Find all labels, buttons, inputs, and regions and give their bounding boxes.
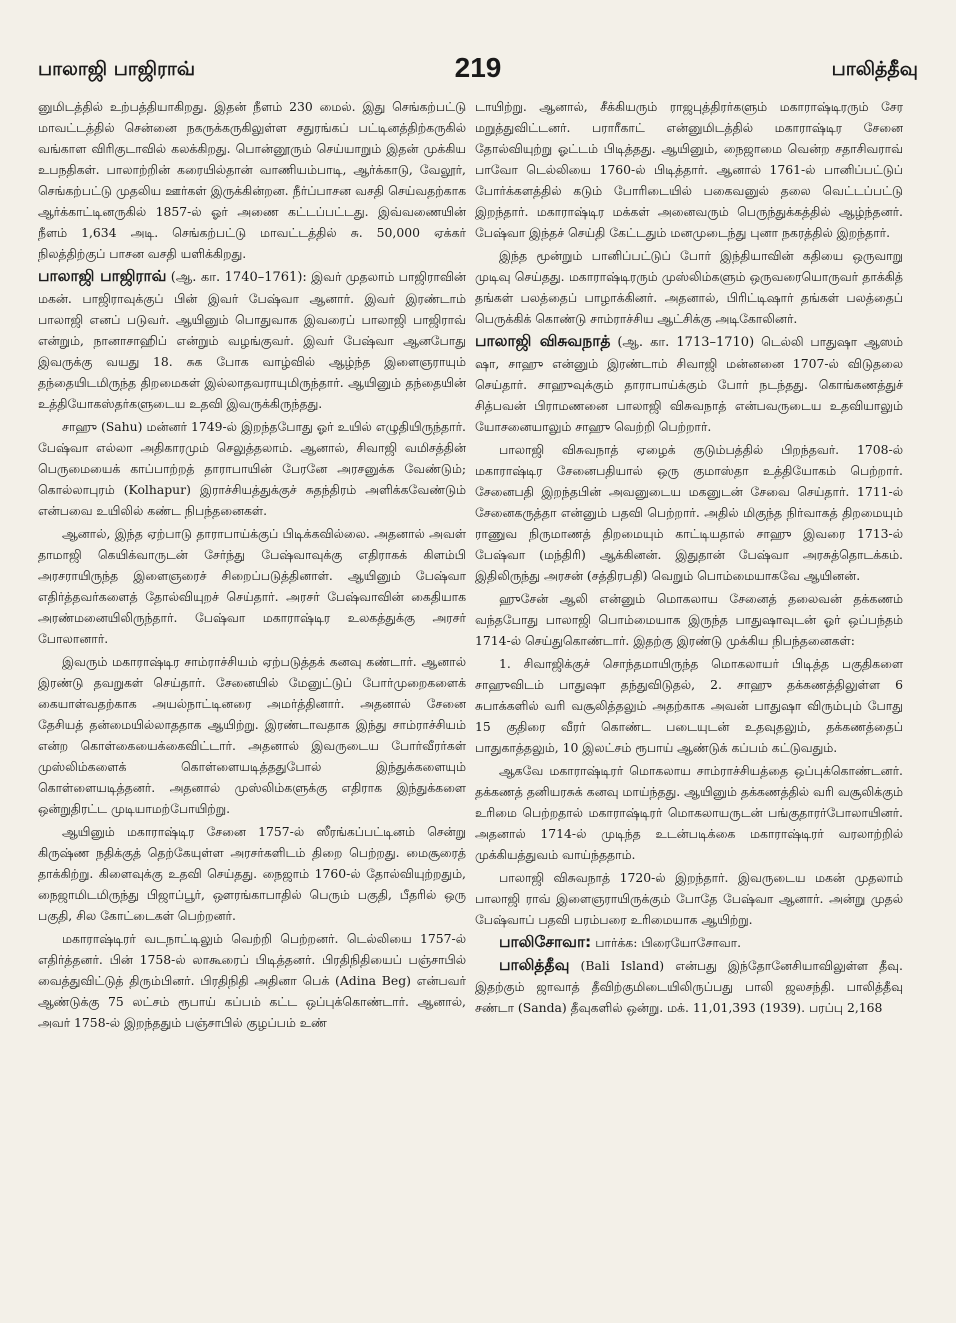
continued-paragraph: டாயிற்று. ஆனால், சீக்கியரும் ராஜபுத்திரர்களும் மகாராஷ்டிரரும் சேர மறுத்துவிட்டனர். பராரீகாட் என்னுமிடத்தில் மகாராஷ்டிர சேனை தோல்வியுற்று ஓட்டம் பிடித்தது. ஆயினும், நைஜாமை வென்ற சதாசிவராவ் பாவோ டெல்லியை 1760-ல் பிடித்தார். ஆனால் 1761-ல் பானிப்பட்டுப் போர்க்களத்தில் கடும் போரிடையில் பகைவனுல் தலை வெட்டப்பட்டு இறந்தார். மகாராஷ்டிர மக்கள் அனைவரும் பெருந்துக்கத்தில் ஆழ்ந்தனர். பேஷ்வா இந்தச் செய்தி கேட்டதும் மனமுடைந்து புனா நகரத்தில் இறந்தார்.: [475, 99, 903, 240]
entry-balaji-vishwanath: [475, 331, 903, 437]
page-number: 219: [454, 52, 502, 83]
continued-paragraph: னுமிடத்தில் உற்பத்தியாகிறது. இதன் நீளம் 230 மைல். இது செங்கற்பட்டு மாவட்டத்தில் சென்னை நகருக்கருகிலுள்ள சதுரங்கப் பட்டினத்திற்கருகில் வங்காள விரிகுடாவில் கலக்கிறது. பொன்னூரும் செய்யாறும் இதன் முக்கிய உபநதிகள். பாலாற்றின் கரையில்தான் வாணியம்பாடி, ஆர்க்காடு, வேலூர், செங்கற்பட்டு முதலிய ஊர்கள் இருக்கின்றன. நீர்ப்பாசன வசதி செய்வதற்காக ஆர்க்காட்டினருகில் 1857-ல் ஓர் அணை கட்டப்பட்டது. இவ்வணையின் நீளம் 1,634 அடி. செங்கற்பட்டு மாவட்டத்தில் சு. 50,000 ஏக்கர் நிலத்திற்குப் பாசன வசதி யளிக்கிறது.: [38, 99, 466, 261]
paragraph: இந்த மூன்றும் பானிப்பட்டுப் போர் இந்தியாவின் கதியை ஒருவாறு முடிவு செய்தது. மகாராஷ்டிரரும் முஸ்லிம்களும் ஒருவரையொருவர் தாக்கித் தங்கள் பலத்தைப் பாழாக்கினர். அதனால், பிரிட்டிஷார் தங்கள் பலத்தைப் பெருக்கிக் கொண்டு சாம்ராச்சிய ஆட்சிக்கு அடிகோலினர்.: [475, 248, 903, 326]
paragraph: மகாராஷ்டிரர் வடநாட்டிலும் வெற்றி பெற்றனர். டெல்லியை 1757-ல் எதிர்த்தனர். பின் 1758-ல் லாகூரைப் பிடித்தனர். பிரதிநிதியைப் பஞ்சாபில் வைத்துவிட்டுத் திரும்பினர். பிரதிநிதி அதினா பெக் (Adina Beg) என்பவர் ஆண்டுக்கு 75 லட்சம் ரூபாய் கப்பம் கட்ட ஒப்புக்கொண்டார். ஆனால், அவர் 1758-ல் இறந்ததும் பஞ்சாபில் குழப்பம் உண்: [38, 931, 466, 1030]
right-column: [475, 96, 903, 1296]
entry-text: இவர் முதலாம் பாஜிராவின் மகன். பாஜிராவுக்குப் பின் இவர் பேஷ்வா ஆனார். இவர் இரண்டாம் பாலாஜி எனப் படுவர். ஆயினும் பொதுவாக இவரைப் பாலாஜி பாஜிராவ் என்றும், நானாசாஹிப் என்றும் வழங்குவர். இவர் பேஷ்வா ஆனபோது இவருக்கு வயது 18. சுக போக வாழ்வில் ஆழ்ந்த இளைஞராயும் தந்தையிடமிருந்த திறமைகள் இல்லாதவராயுமிருந்தார். ஆயினும் தந்தையின் உத்தியோகஸ்தர்களுடைய உதவி இவருக்கிருந்தது.: [38, 269, 466, 411]
left-column: [38, 96, 466, 1296]
entry-title: பாலாஜி விசுவநாத்: [475, 332, 611, 350]
running-head-right: பாலித்தீவு: [831, 58, 918, 80]
running-head-left: பாலாஜி பாஜிராவ்: [38, 58, 196, 80]
paragraph: ஆனால், இந்த ஏற்பாடு தாராபாய்க்குப் பிடிக்கவில்லை. அதனால் அவள் தாமாஜி கெயிக்வாருடன் சேர்ந்து பேஷ்வாவுக்கு எதிராகக் கிளம்பி அரசராயிருந்த இளைஞரைச் சிறைப்படுத்தினாள். ஆயினும் பேஷ்வா எதிர்த்தவர்களைத் தோல்வியுறச் செய்தார். அரசர் பேஷ்வாவின் கைதியாக அரண்மனையிலிருந்தார். பேஷ்வா மகாராஷ்டிர உலகத்துக்கு அரசர் போலானார்.: [38, 526, 466, 646]
entry-balisova: [475, 932, 903, 953]
entry-meta: (ஆ. கா. 1713–1710): [617, 335, 755, 350]
paragraph: பாலாஜி விசுவநாத் 1720-ல் இறந்தார். இவருடைய மகன் முதலாம் பாலாஜி ராவ் இளைஞராயிருக்கும் போதே பேஷ்வா ஆனார். அன்று முதல் பேஷ்வாப் பதவி பரம்பரை உரிமையாக ஆயிற்று.: [475, 870, 903, 927]
entry-meta: (ஆ. கா. 1740–1761):: [170, 270, 307, 285]
entry-balaji-bajirao: [38, 266, 466, 414]
entry-text: பார்க்க: பிரையோசோவா.: [595, 935, 742, 950]
paragraph: ஆயினும் மகாராஷ்டிர சேனை 1757-ல் ஸீரங்கப்பட்டினம் சென்று கிருஷ்ண நதிக்குத் தெற்கேயுள்ள அரசர்களிடம் திறை பெற்றது. மைசூரைத் தாக்கிற்று. கிளைவுக்கு உதவி செய்தது. நைஜாம் 1760-ல் தோல்வியுற்றதும், நைஜாமிடமிருந்து பிஜாப்பூர், ஔரங்காபாதில் பெரும் பகுதி, பீதரில் ஒரு பகுதி, சில கோட்டைகள் பெற்றனர்.: [38, 824, 466, 923]
paragraph: இவரும் மகாராஷ்டிர சாம்ராச்சியம் ஏற்படுத்தக் கனவு கண்டார். ஆனால் இரண்டு தவறுகள் செய்தார். சேனையில் மேனுட்டுப் போர்முறைகளைக் கையாள்வதற்காக அயல்நாட்டினரை அமர்த்தினார். அதனால் சேனை தேசியத் தன்மையில்லாததாக ஆயிற்று. இரண்டாவதாக இந்து சாம்ராச்சியம் என்ற கொள்கையைக்கைவிட்டார். அதனால் இவருடைய போர்வீரர்கள் முஸ்லிம்களைக் கொள்ளையடித்ததுபோல் இந்துக்களையும் கொள்ளையடித்தனர். அதனால் முஸ்லிம்களுக்கு எதிராக இந்துக்களை ஒன்றுதிரட்ட முடியாமற்போயிற்று.: [38, 654, 466, 816]
entry-title: பாலாஜி பாஜிராவ்: [38, 267, 167, 285]
paragraph: சாஹு (Sahu) மன்னர் 1749-ல் இறந்தபோது ஓர் உயில் எழுதியிருந்தார். பேஷ்வா எல்லா அதிகாரமும் செலுத்தலாம். ஆனால், சிவாஜி வமிசத்தின் பெருமையைக் காப்பாற்றத் தாராபாயின் பேரனே அரசனுக்க வேண்டும்; கொல்லாபுரம் (Kolhapur) இராச்சியத்துக்குச் சுதந்திரம் அளிக்கவேண்டும் என்பவை உயிலில் கண்ட நிபந்தனைகள்.: [38, 419, 466, 518]
entry-text: டெல்லி பாதுஷா ஆஸம் ஷா, சாஹு என்னும் இரண்டாம் சிவாஜி மன்னனை 1707-ல் விடுதலை செய்தார். சாஹுவுக்கும் தாராபாய்க்கும் போர் நடந்தது. கொங்கணத்துச் சித்பவன் பிராமணனை பாலாஜி விசுவநாத் என்பவருடைய உதவியாலும் யோசனையாலும் சாஹு வெற்றி பெற்றார்.: [475, 334, 903, 434]
paragraph: பாலாஜி விசுவநாத் ஏழைக் குடும்பத்தில் பிறந்தவர். 1708-ல் மகாராஷ்டிர சேனைபதியால் ஒரு குமாஸ்தா உத்தியோகம் பெற்றார். சேனைபதி இறந்தபின் அவனுடைய மகனுடன் சேவை செய்தார். 1711-ல் சேனைகருத்தா என்னும் பதவி பெற்றார். அதில் மிகுந்த நிர்வாகத் திறமையும் ராணுவ நிருமாணத் திறமையும் காட்டியதால் சாஹு இவரை 1713-ல் பேஷ்வா (மந்திரி) ஆக்கினன். இதுதான் பேஷ்வா அரசுத்தொடக்கம். இதிலிருந்து அரசன் (சத்திரபதி) வெறும் பொம்மையாகவே ஆயினன்.: [475, 442, 903, 583]
paragraph: ஆகவே மகாராஷ்டிரர் மொகலாய சாம்ராச்சியத்தை ஒப்புக்கொண்டனர். தக்கணத் தனியரசுக் கனவு மாய்ந்தது. ஆயினும் தக்கணத்தில் வரி வசூலிக்கும் உரிமை பெற்றதால் மகாராஷ்டிரர் மொகலாயருடன் பங்குதாரர்போலாயினர். அதனால் 1714-ல் முடிந்த உடன்படிக்கை மகாராஷ்டிரர் வரலாற்றில் முக்கியத்துவம் வாய்ந்ததாம்.: [475, 763, 903, 862]
entry-text: (Bali Island) என்பது இந்தோனேசியாவிலுள்ள தீவு. இதற்கும் ஜாவாத் தீவிற்குமிடையிலிருப்பது பாலி ஜலசந்தி. பாலித்தீவு சண்டா (Sanda) தீவுகளில் ஒன்று. மக். 11,01,393 (1939). பரப்பு 2,168: [475, 958, 903, 1015]
entry-title: பாலித்தீவு: [499, 956, 570, 974]
paragraph: 1. சிவாஜிக்குச் சொந்தமாயிருந்த மொகலாயர் பிடித்த பகுதிகளை சாஹுவிடம் பாதுஷா தந்துவிடுதல், 2. சாஹு தக்கணத்திலுள்ள 6 சுபாக்களில் வரி வசூலித்தலும் அதற்காக அவன் பாதுஷா விரும்பும் போது 15 குதிரை வீரர் கொண்ட படையுடன் உதவுதலும், தக்கணத்தைப் பாதுகாத்தலும், 10 இலட்சம் ரூபாய் ஆண்டுக் கப்பம் கட்டுவதும்.: [475, 656, 903, 755]
entry-bali-island: [475, 955, 903, 1018]
page-header: [38, 52, 918, 88]
entry-title: பாலிசோவா:: [499, 933, 592, 951]
paragraph: ஹுசேன் ஆலி என்னும் மொகலாய சேனைத் தலைவன் தக்கணம் வந்தபோது பாலாஜி பொம்மையாக இருந்த பாதுஷாவுடன் ஓர் ஒப்பந்தம் 1714-ல் செய்துகொண்டார். இதற்கு இரண்டு முக்கிய நிபந்தனைகள்:: [475, 591, 903, 648]
